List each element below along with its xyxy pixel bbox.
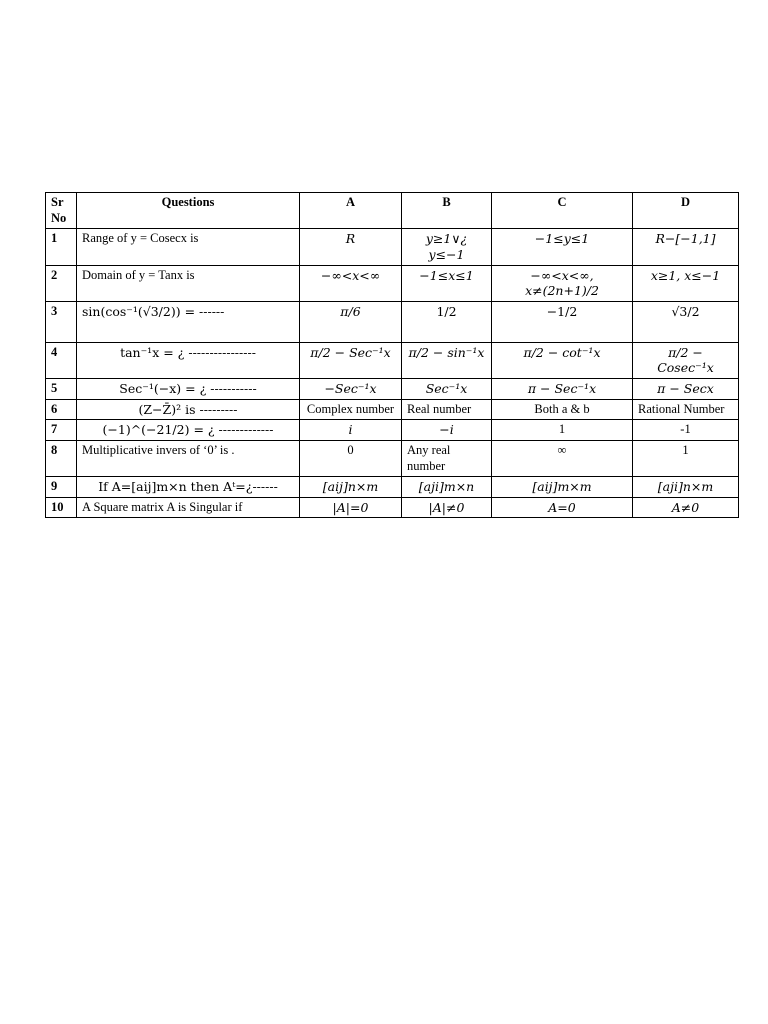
option-d-cell: 1 [633,440,739,476]
header-sr-no: Sr No [46,193,77,229]
question-cell: Sec⁻¹(−x) = ¿ ----------- [77,379,300,400]
option-a-cell [300,497,402,518]
option-text: π − Sec⁻¹x [527,381,597,396]
row-number: 2 [46,265,77,301]
option-c-cell [492,477,633,498]
option-d-cell [633,497,739,518]
row-number: 9 [46,477,77,498]
option-c-cell [492,265,633,301]
option-b-cell [402,301,492,342]
option-text: π/2 − Sec⁻¹x [310,344,391,360]
option-b-cell [402,497,492,518]
option-c-cell [492,301,633,342]
row-number: 5 [46,379,77,400]
option-c-cell [492,342,633,378]
table-row [46,399,739,420]
option-c-cell [492,229,633,265]
option-text: A≠0 [671,499,700,515]
table-row [46,342,739,378]
question-cell: sin(cos⁻¹(√3/2)) = ------ [77,301,300,342]
option-text: π/2 − cot⁻¹x [523,344,601,360]
option-text: −i [439,422,454,438]
option-a-cell [300,229,402,265]
option-text: −∞<x<∞ [320,267,381,283]
option-a-cell [300,342,402,378]
option-d-cell: Rational Number [633,399,739,420]
question-cell: Domain of y = Tanx is [77,265,300,301]
table-row [46,229,739,265]
option-text: −1≤x≤1 [419,267,474,283]
option-d-cell [633,229,739,265]
option-text: π/2 − Cosec⁻¹x [657,344,714,376]
option-b-cell: Real number [402,399,492,420]
question-cell: A Square matrix A is Singular if [77,497,300,518]
option-text: |A|≠0 [428,499,465,515]
header-questions: Questions [77,193,300,229]
option-text: y≥1∨¿ y≤−1 [425,231,468,262]
option-text: i [348,422,353,438]
header-option-c: C [492,193,633,229]
table-row [46,440,739,476]
question-cell: If A=[aij]m×n then Aᵗ=¿------ [77,477,300,498]
option-a-cell [300,265,402,301]
table-row [46,477,739,498]
option-text: [aij]n×m [322,479,379,495]
option-b-cell [402,265,492,301]
option-text: −1≤y≤1 [534,231,590,247]
row-number: 6 [46,399,77,420]
option-d-cell [633,342,739,378]
option-text: [aji]n×m [657,479,714,495]
option-text: π/6 [340,303,361,319]
option-text: R [345,231,356,247]
option-c-cell: Both a & b [492,399,633,420]
option-c-cell [492,379,633,400]
row-number: 3 [46,301,77,342]
option-text: [aji]m×n [418,479,475,495]
option-c-cell: 1 [492,420,633,441]
option-text: −1/2 [546,303,578,319]
row-number: 10 [46,497,77,518]
option-b-cell: Any real number [402,440,492,476]
option-d-cell [633,477,739,498]
row-number: 4 [46,342,77,378]
question-cell: (−1)^(−21/2) = ¿ ------------- [77,420,300,441]
option-d-cell: -1 [633,420,739,441]
header-row [46,193,739,229]
option-text: −∞<x<∞, x≠(2n+1)/2 [525,267,599,299]
option-c-cell: ∞ [492,440,633,476]
header-option-a: A [300,193,402,229]
option-text: [aij]m×m [532,479,592,495]
table-row [46,379,739,400]
question-cell: Range of y = Cosecx is [77,229,300,265]
option-text: A=0 [548,499,576,515]
option-a-cell: Complex number [300,399,402,420]
option-a-cell [300,420,402,441]
question-cell: tan⁻¹x = ¿ ---------------- [77,342,300,378]
option-text: |A|=0 [332,499,369,515]
row-number: 8 [46,440,77,476]
table-row [46,265,739,301]
option-a-cell [300,301,402,342]
option-a-cell [300,379,402,400]
question-cell: Multiplicative invers of ‘0’ is . [77,440,300,476]
option-d-cell [633,301,739,342]
question-cell: (Z−Z̄)² is --------- [77,399,300,420]
row-number: 1 [46,229,77,265]
table-row [46,497,739,518]
header-option-b: B [402,193,492,229]
option-text: √3/2 [671,303,700,319]
row-number: 7 [46,420,77,441]
option-text: −Sec⁻¹x [324,381,377,396]
option-a-cell: 0 [300,440,402,476]
option-b-cell [402,342,492,378]
header-option-d: D [633,193,739,229]
option-text: π − Secx [657,381,714,396]
option-d-cell [633,265,739,301]
option-text: x≥1, x≤−1 [650,267,721,283]
option-b-cell [402,477,492,498]
option-a-cell [300,477,402,498]
option-text: R−[−1,1] [655,231,716,247]
option-c-cell [492,497,633,518]
option-b-cell [402,379,492,400]
option-b-cell [402,229,492,265]
option-text: Sec⁻¹x [425,381,468,396]
option-text: 1/2 [436,303,457,319]
option-text: π/2 − sin⁻¹x [408,344,485,360]
mcq-table [45,192,739,518]
option-b-cell [402,420,492,441]
table-row [46,420,739,441]
option-d-cell [633,379,739,400]
table-row [46,301,739,342]
